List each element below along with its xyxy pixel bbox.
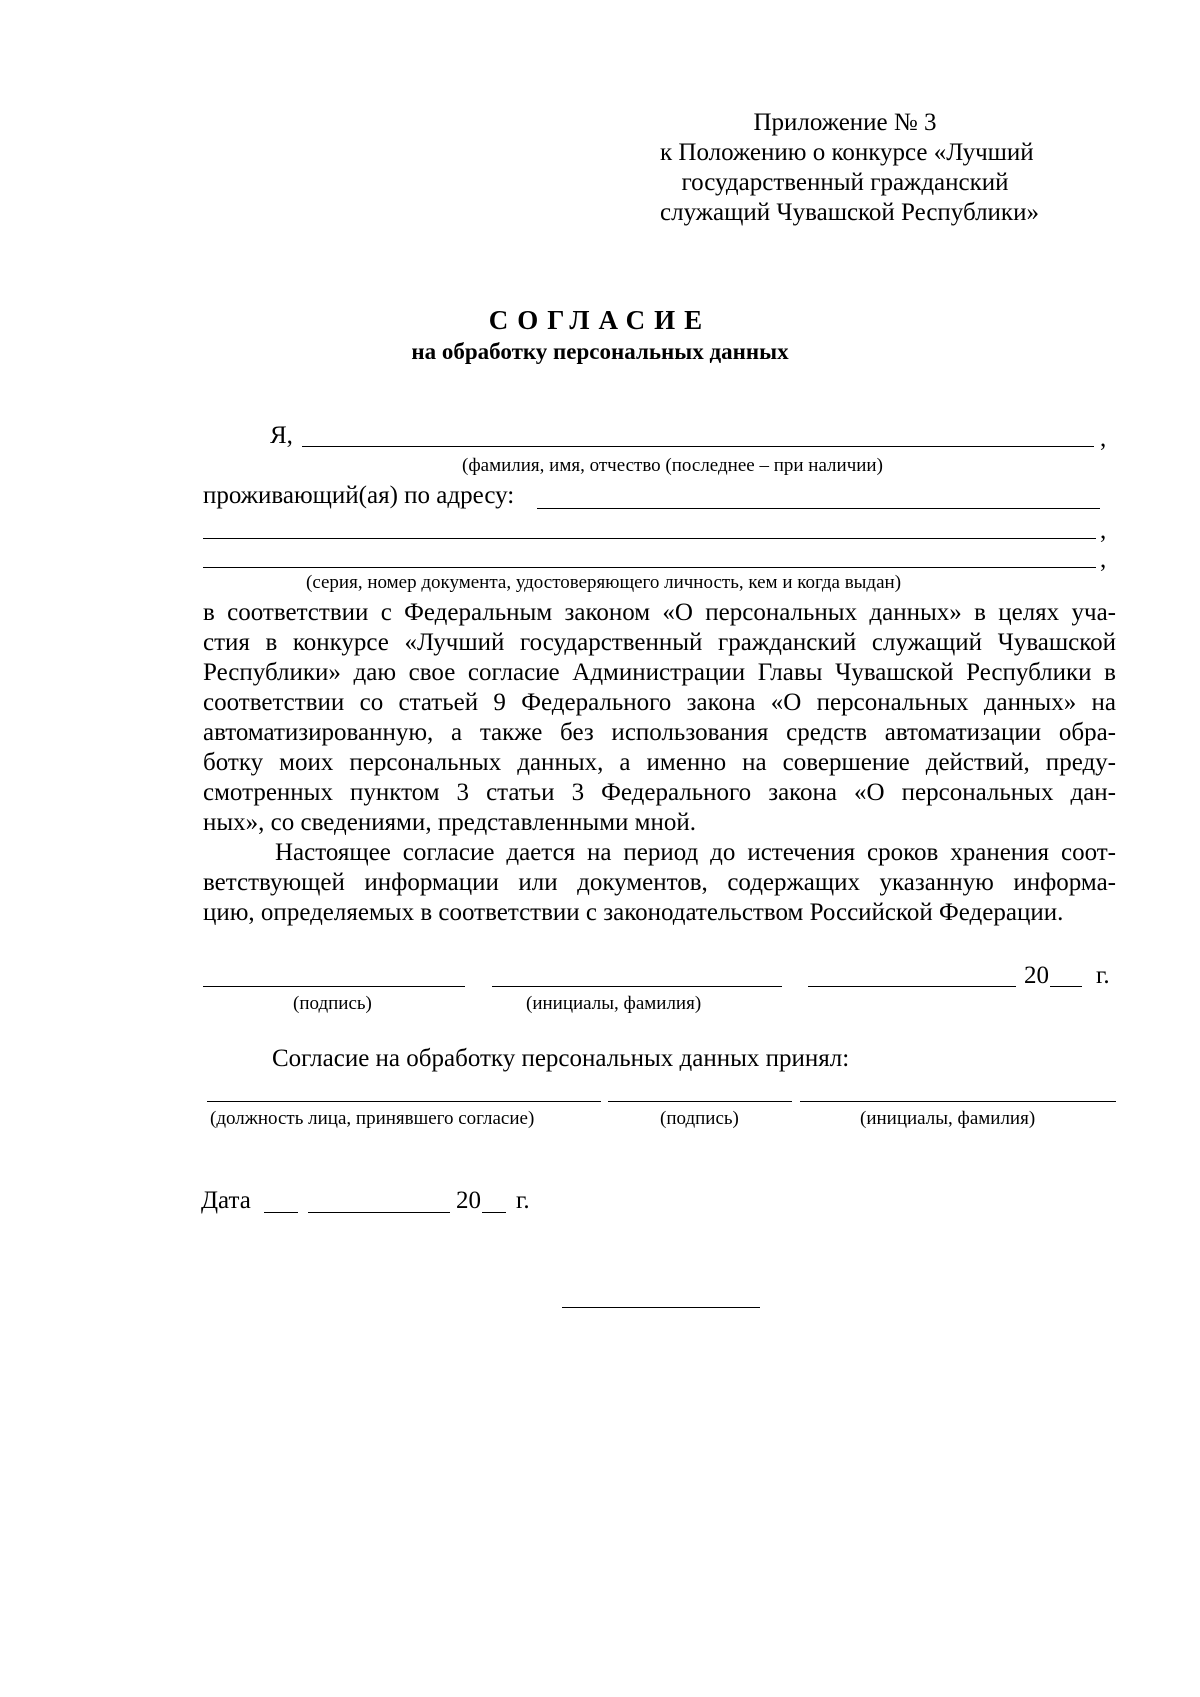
appendix-line-1: Приложение № 3 [753, 109, 937, 136]
document-field-line[interactable] [203, 567, 1096, 568]
paragraph-period [203, 838, 1116, 928]
caption-signature: (подпись) [293, 993, 372, 1014]
document-title: СОГЛАСИЕ [488, 305, 712, 335]
paragraph-line: соответствии со статьей 9 Федерального закона «О персональных данных» на [203, 689, 1116, 716]
appendix-line-3: государственный гражданский [681, 169, 1009, 196]
caption-acceptor-signature: (подпись) [660, 1108, 739, 1129]
date-field-line[interactable] [808, 986, 1016, 987]
address-comma: , [1100, 517, 1107, 544]
closing-separator [562, 1307, 760, 1308]
address-label: проживающий(ая) по адресу: [203, 482, 515, 509]
acceptor-position-line[interactable] [207, 1101, 601, 1102]
paragraph-line: ветствующей информации или документов, содержащих указанную информа- [203, 869, 1116, 896]
date-month-line[interactable] [308, 1212, 450, 1213]
acceptance-text: Согласие на обработку персональных данных принял: [272, 1045, 850, 1072]
appendix-line-4: служащий Чувашской Республики» [660, 199, 1039, 226]
address-field-line-1[interactable] [537, 508, 1100, 509]
date-year-prefix: 20 [456, 1187, 481, 1214]
paragraph-line: стия в конкурсе «Лучший государственный гражданский служащий Чувашской [203, 629, 1116, 656]
paragraph-consent [203, 598, 1116, 838]
paragraph-line: ботку моих персональных данных, а именно на совершение действий, преду- [203, 749, 1116, 776]
signature-year-suffix: г. [1096, 962, 1110, 989]
paragraph-line: в соответствии с Федеральным законом «О персональных данных» в целях уча- [203, 599, 1116, 626]
caption-acceptor-initials: (инициалы, фамилия) [860, 1108, 1036, 1129]
document-caption: (серия, номер документа, удостоверяющего личность, кем и когда выдан) [306, 572, 902, 593]
document-comma: , [1100, 546, 1107, 573]
date-day-line[interactable] [264, 1212, 298, 1213]
acceptor-signature-line[interactable] [608, 1101, 792, 1102]
date-label: Дата [201, 1187, 251, 1214]
fio-caption: (фамилия, имя, отчество (последнее – при наличии) [462, 455, 883, 476]
paragraph-line: Настоящее согласие дается на период до истечения сроков хранения соот- [275, 839, 1116, 866]
fio-field-line[interactable] [302, 446, 1094, 447]
paragraph-line: цию, определяемых в соответствии с законодательством Российской Федерации. [203, 899, 1064, 926]
date-year-suffix: г. [516, 1187, 530, 1214]
date-year-line[interactable] [482, 1212, 506, 1213]
paragraph-line: Республики» даю свое согласие Администрации Главы Чувашской Республики в [203, 659, 1116, 686]
caption-acceptor-position: (должность лица, принявшего согласие) [210, 1108, 535, 1129]
paragraph-line: смотренных пунктом 3 статьи 3 Федерального закона «О персональных дан- [203, 779, 1116, 806]
paragraph-line: ных», со сведениями, представленными мной. [203, 809, 696, 836]
signature-year-prefix: 20 [1024, 962, 1049, 989]
signature-field-line[interactable] [203, 986, 465, 987]
initials-field-line[interactable] [492, 986, 782, 987]
paragraph-line: автоматизированную, а также без использования средств автоматизации обра- [203, 719, 1116, 746]
appendix-line-2: к Положению о конкурсе «Лучший [660, 139, 1034, 166]
address-field-line-2[interactable] [203, 538, 1096, 539]
ya-label: Я, [270, 422, 293, 449]
document-subtitle: на обработку персональных данных [411, 339, 789, 364]
caption-initials: (инициалы, фамилия) [526, 993, 702, 1014]
signature-year-field-line[interactable] [1050, 986, 1082, 987]
fio-comma: , [1100, 425, 1107, 452]
acceptor-initials-line[interactable] [800, 1101, 1116, 1102]
